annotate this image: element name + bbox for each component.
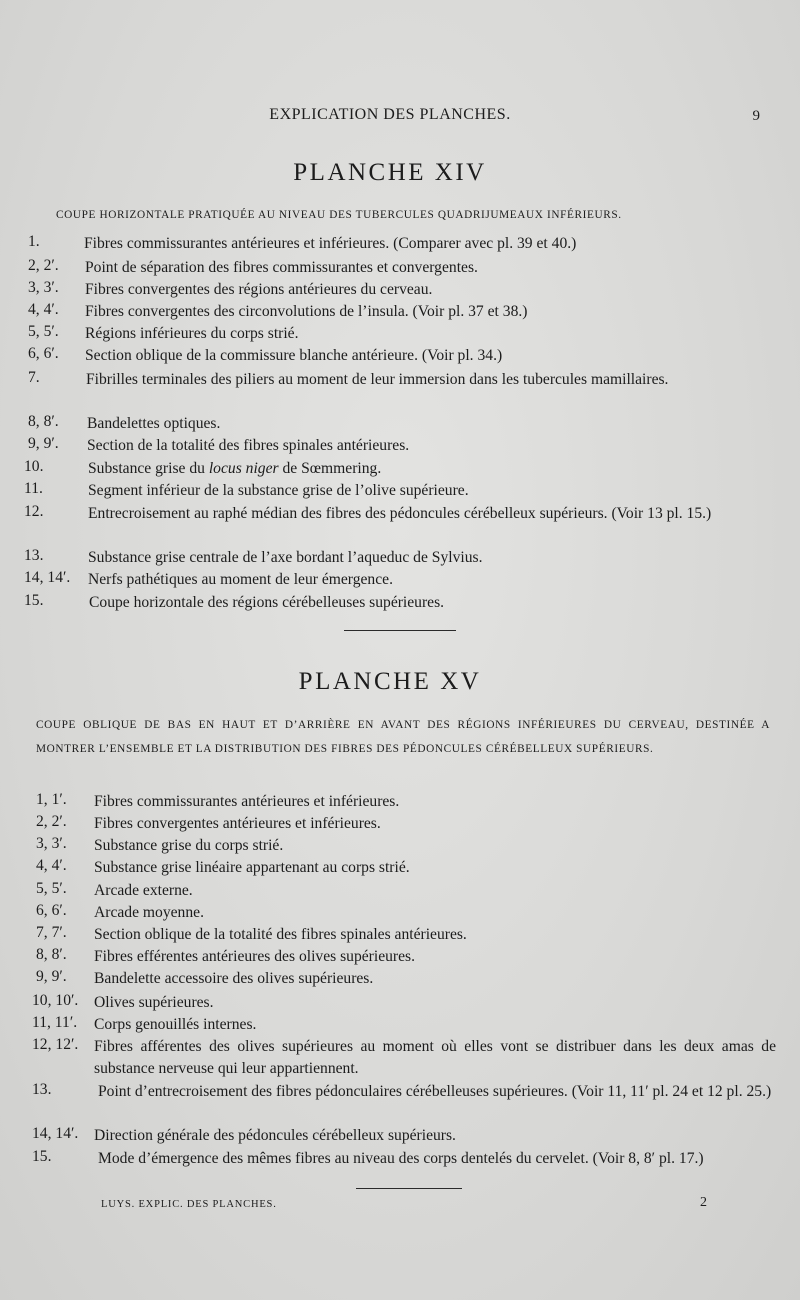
- entry-text-italic: locus niger: [208, 460, 279, 477]
- entry-text-wrapped: Fibrilles terminales des piliers au moment de leur immersion dans les tubercules mamillaires.: [86, 371, 669, 388]
- section-divider: [356, 1188, 462, 1189]
- entry-text: Fibres commissurantes antérieures et inférieures.: [94, 793, 400, 810]
- plate-title-xiv: PLANCHE XIV: [293, 159, 487, 186]
- signature-line: LUYS. EXPLIC. DES PLANCHES.: [101, 1199, 277, 1210]
- entry-number: 6, 6′.: [28, 345, 59, 362]
- entry-number: 4, 4′.: [36, 857, 67, 874]
- entry-number: 15.: [24, 592, 44, 609]
- entry-number: 11.: [24, 480, 43, 497]
- plate-caption-xiv: COUPE HORIZONTALE PRATIQUÉE AU NIVEAU DES TUBERCULES QUADRIJUMEAUX INFÉRIEURS.: [56, 209, 622, 221]
- entry-number: 14, 14′.: [24, 569, 71, 586]
- plate-caption-xv: COUPE OBLIQUE DE BAS EN HAUT ET D’ARRIÈRE EN AVANT DES RÉGIONS INFÉRIEURES DU CERVEAU, DESTINÉE A MONTRER L’ENSEMBLE ET LA DISTRIBUTION DES FIBRES DES PÉDONCULES CÉRÉBELLEUX SUPÉRIEURS.: [36, 719, 770, 755]
- entry-number: 2, 2′.: [36, 813, 67, 830]
- page-number: 9: [752, 108, 760, 124]
- entry-text: Corps genouillés internes.: [94, 1016, 257, 1033]
- entry-text: Direction générale des pédoncules cérébelleux supérieurs.: [94, 1127, 456, 1144]
- entry-number: 12, 12′.: [32, 1036, 79, 1053]
- entry-text: Point de séparation des fibres commissurantes et convergentes.: [85, 259, 478, 276]
- entry-text: Entrecroisement au raphé médian des fibres des pédoncules cérébelleux supérieurs. (Voir 13 pl. 15.): [88, 505, 712, 522]
- entry-text: Section de la totalité des fibres spinales antérieures.: [87, 437, 410, 454]
- entry-text: Fibres convergentes des régions antérieures du cerveau.: [85, 281, 433, 298]
- entry-number: 9, 9′.: [28, 435, 59, 452]
- entry-text: Fibres efférentes antérieures des olives supérieures.: [94, 948, 415, 965]
- entry-text: Coupe horizontale des régions cérébelleuses supérieures.: [89, 594, 445, 611]
- entry-text: Substance grise centrale de l’axe bordant l’aqueduc de Sylvius.: [88, 549, 483, 566]
- entry-number: 8, 8′.: [28, 413, 59, 430]
- entry-number: 5, 5′.: [28, 323, 59, 340]
- entry-text: Fibres afférentes des olives supérieures au moment où elles vont se distribuer dans les deux amas de substance nerveuse qui leur appartiennent.: [94, 1038, 776, 1077]
- entry-text: [86, 369, 766, 391]
- entry-number: 14, 14′.: [32, 1125, 79, 1142]
- entry-text: Segment inférieur de la substance grise de l’olive supérieure.: [88, 482, 469, 499]
- entry-text: Mode d’émergence des mêmes fibres au niveau des corps dentelés du cervelet. (Voir 8, 8′ pl. 17.): [98, 1150, 704, 1167]
- entry-text: Bandelette accessoire des olives supérieures.: [94, 970, 374, 987]
- entry-text: Fibres convergentes des circonvolutions de l’insula. (Voir pl. 37 et 38.): [85, 303, 528, 320]
- entry-number: 13.: [32, 1081, 52, 1098]
- entry-number: 13.: [24, 547, 44, 564]
- entry-number: 8, 8′.: [36, 946, 67, 963]
- entry-number: 3, 3′.: [28, 279, 59, 296]
- entry-text: Bandelettes optiques.: [87, 415, 221, 432]
- entry-text: Régions inférieures du corps strié.: [85, 325, 299, 342]
- entry-number: 1, 1′.: [36, 791, 67, 808]
- plate-title-xv: PLANCHE XV: [298, 668, 482, 695]
- entry-number: 1.: [28, 233, 40, 250]
- entry-text: Arcade moyenne.: [94, 904, 204, 921]
- entry-number: 5, 5′.: [36, 880, 67, 897]
- entry-number: 12.: [24, 503, 44, 520]
- entry-text: Olives supérieures.: [94, 994, 214, 1011]
- entry-number: 7.: [28, 369, 40, 386]
- entry-number: 10.: [24, 458, 44, 475]
- entry-text: Fibres convergentes antérieures et inférieures.: [94, 815, 381, 832]
- entry-number: 6, 6′.: [36, 902, 67, 919]
- section-divider: [344, 630, 456, 631]
- entry-number: 15.: [32, 1148, 52, 1165]
- entry-number: 2, 2′.: [28, 257, 59, 274]
- entry-text: Arcade externe.: [94, 882, 193, 899]
- entry-text: Section oblique de la totalité des fibres spinales antérieures.: [94, 926, 467, 943]
- entry-number: 7, 7′.: [36, 924, 67, 941]
- entry-number: 4, 4′.: [28, 301, 59, 318]
- entry-text: Fibres commissurantes antérieures et inférieures. (Comparer avec pl. 39 et 40.): [84, 235, 577, 252]
- entry-number: 9, 9′.: [36, 968, 67, 985]
- entry-number: 10, 10′.: [32, 992, 79, 1009]
- entry-text-part: de Sœmmering.: [278, 460, 382, 477]
- entry-text: Substance grise linéaire appartenant au corps strié.: [94, 859, 410, 876]
- running-title: EXPLICATION DES PLANCHES.: [269, 106, 511, 123]
- entry-text: Nerfs pathétiques au moment de leur émergence.: [88, 571, 393, 588]
- entry-text: Section oblique de la commissure blanche antérieure. (Voir pl. 34.): [85, 347, 503, 364]
- signature-mark: 2: [700, 1195, 707, 1210]
- entry-text: [88, 458, 766, 480]
- entry-number: 11, 11′.: [32, 1014, 78, 1031]
- entry-text: Point d’entrecroisement des fibres pédonculaires cérébelleuses supérieures. (Voir 11, 11′ pl. 24 et 12 pl. 25.): [98, 1083, 772, 1100]
- entry-text: Substance grise du corps strié.: [94, 837, 284, 854]
- entry-text-part: Substance grise du: [88, 460, 209, 477]
- entry-number: 3, 3′.: [36, 835, 67, 852]
- running-header: [0, 106, 800, 128]
